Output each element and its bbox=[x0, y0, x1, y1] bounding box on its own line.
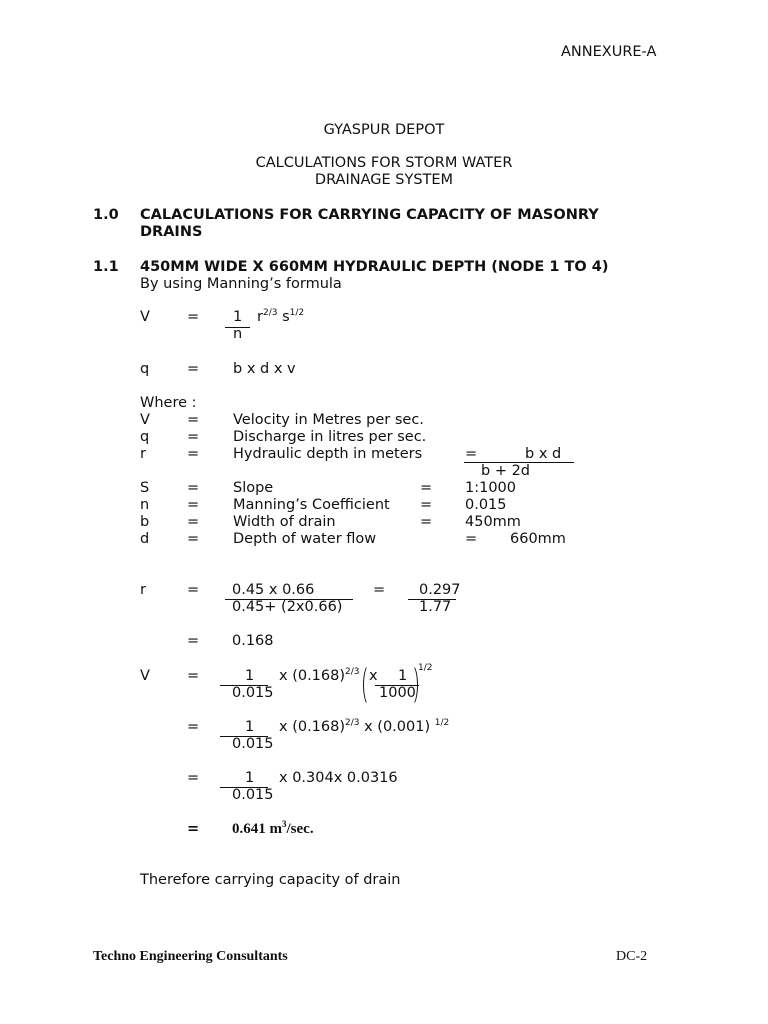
where-equals: = bbox=[187, 514, 200, 530]
where-value: b x d bbox=[525, 446, 562, 462]
calc-v-equals: = bbox=[187, 668, 200, 684]
calc-title-line1: CALCULATIONS FOR STORM WATER bbox=[255, 155, 513, 171]
where-value-equals: = bbox=[420, 497, 433, 513]
where-equals: = bbox=[187, 446, 200, 462]
r-denominator: b + 2d bbox=[481, 463, 531, 479]
calc-v-l3-numerator: 1 bbox=[245, 770, 255, 786]
formula-q-rhs: b x d x v bbox=[233, 361, 296, 377]
formula-q-equals: = bbox=[187, 361, 200, 377]
section-1-0-heading-line2: DRAINS bbox=[140, 224, 203, 240]
where-value: 660mm bbox=[510, 531, 566, 547]
calc-v-l3-denominator: 0.015 bbox=[232, 787, 274, 803]
footer-page-code: DC-2 bbox=[616, 949, 648, 964]
calc-r-equals: = bbox=[187, 582, 200, 598]
calc-v-result: 0.641 $m^3/\sec$. bbox=[232, 819, 314, 837]
formula-v-r-term: $r^{2/3}$ $s^{1/2}$ bbox=[257, 308, 305, 325]
calc-v-l3-tail: x 0.304x 0.0316 bbox=[279, 770, 398, 786]
formula-v-denominator: n bbox=[233, 326, 243, 342]
calc-v-lhs: V bbox=[140, 668, 150, 684]
where-sym: d bbox=[140, 531, 150, 547]
where-sym: r bbox=[140, 446, 146, 462]
calc-v-result-equals: = bbox=[187, 821, 200, 837]
where-equals: = bbox=[187, 412, 200, 428]
mannings-formula-intro: By using Manning’s formula bbox=[140, 276, 342, 292]
formula-q-lhs: q bbox=[140, 361, 150, 377]
calc-v-l3-equals: = bbox=[187, 770, 200, 786]
calc-v-l1-denominator: 0.015 bbox=[232, 685, 274, 701]
section-1-1-number: 1.1 bbox=[93, 259, 119, 275]
calc-r-numerator: 0.45 x 0.66 bbox=[232, 582, 315, 598]
calc-r-lhs: r bbox=[140, 582, 146, 598]
footer-company: Techno Engineering Consultants bbox=[93, 949, 288, 964]
where-value: 1:1000 bbox=[465, 480, 517, 496]
where-desc: Depth of water flow bbox=[233, 531, 377, 547]
calc-r-numerator-2: 0.297 bbox=[419, 582, 461, 598]
formula-v-numerator: 1 bbox=[233, 309, 243, 325]
where-desc: Velocity in Metres per sec. bbox=[233, 412, 424, 428]
calc-v-l1-numerator: 1 bbox=[245, 668, 255, 684]
calc-r-result: 0.168 bbox=[232, 633, 274, 649]
section-1-0-heading-line1: CALACULATIONS FOR CARRYING CAPACITY OF MASONRY bbox=[140, 207, 599, 223]
formula-v-lhs: V bbox=[140, 309, 150, 325]
where-equals: = bbox=[187, 531, 200, 547]
calc-v-l2-equals: = bbox=[187, 719, 200, 735]
conclusion-text: Therefore carrying capacity of drain bbox=[140, 872, 401, 888]
calc-v-l1-middle: x $(0.168)^{2/3}$ bbox=[279, 667, 360, 684]
section-1-1-heading: 450MM WIDE X 660MM HYDRAULIC DEPTH (NODE 1 TO 4) bbox=[140, 259, 609, 275]
where-desc: Width of drain bbox=[233, 514, 336, 530]
where-desc: Hydraulic depth in meters bbox=[233, 446, 423, 462]
where-equals: = bbox=[187, 480, 200, 496]
close-parenthesis-icon bbox=[405, 664, 418, 706]
calc-v-l1-times: x bbox=[369, 668, 378, 684]
calc-r-equals-2: = bbox=[373, 582, 386, 598]
calc-v-l2-denominator: 0.015 bbox=[232, 736, 274, 752]
calc-r-equals-3: = bbox=[187, 633, 200, 649]
calc-v-l1-exponent: 1/2 bbox=[418, 663, 433, 673]
annexure-label: ANNEXURE-A bbox=[561, 44, 657, 60]
where-value-equals: = bbox=[465, 531, 478, 547]
where-value-equals: = bbox=[420, 514, 433, 530]
where-desc: Slope bbox=[233, 480, 274, 496]
calc-v-l1-inner-denominator: 1000 bbox=[379, 685, 416, 701]
where-desc: Manning’s Coefficient bbox=[233, 497, 390, 513]
where-value-equals: = bbox=[465, 446, 478, 462]
calc-r-denominator: 0.45+ (2x0.66) bbox=[232, 599, 343, 615]
where-label: Where : bbox=[140, 395, 197, 411]
depot-title: GYASPUR DEPOT bbox=[323, 122, 445, 138]
calc-v-l1-inner-numerator: 1 bbox=[398, 668, 408, 684]
section-1-0-number: 1.0 bbox=[93, 207, 119, 223]
where-desc: Discharge in litres per sec. bbox=[233, 429, 427, 445]
calc-v-l2-middle: x $(0.168)^{2/3}$ x (0.001) $^{1/2}$ bbox=[279, 718, 450, 735]
where-equals: = bbox=[187, 497, 200, 513]
where-sym: V bbox=[140, 412, 150, 428]
calc-title-line2: DRAINAGE SYSTEM bbox=[314, 172, 454, 188]
calc-v-l2-numerator: 1 bbox=[245, 719, 255, 735]
where-sym: S bbox=[140, 480, 150, 496]
where-equals: = bbox=[187, 429, 200, 445]
where-sym: q bbox=[140, 429, 150, 445]
calc-r-denominator-2: 1.77 bbox=[419, 599, 452, 615]
formula-v-equals: = bbox=[187, 309, 200, 325]
where-sym: b bbox=[140, 514, 150, 530]
where-value: 0.015 bbox=[465, 497, 507, 513]
where-value: 450mm bbox=[465, 514, 521, 530]
where-sym: n bbox=[140, 497, 150, 513]
where-value-equals: = bbox=[420, 480, 433, 496]
